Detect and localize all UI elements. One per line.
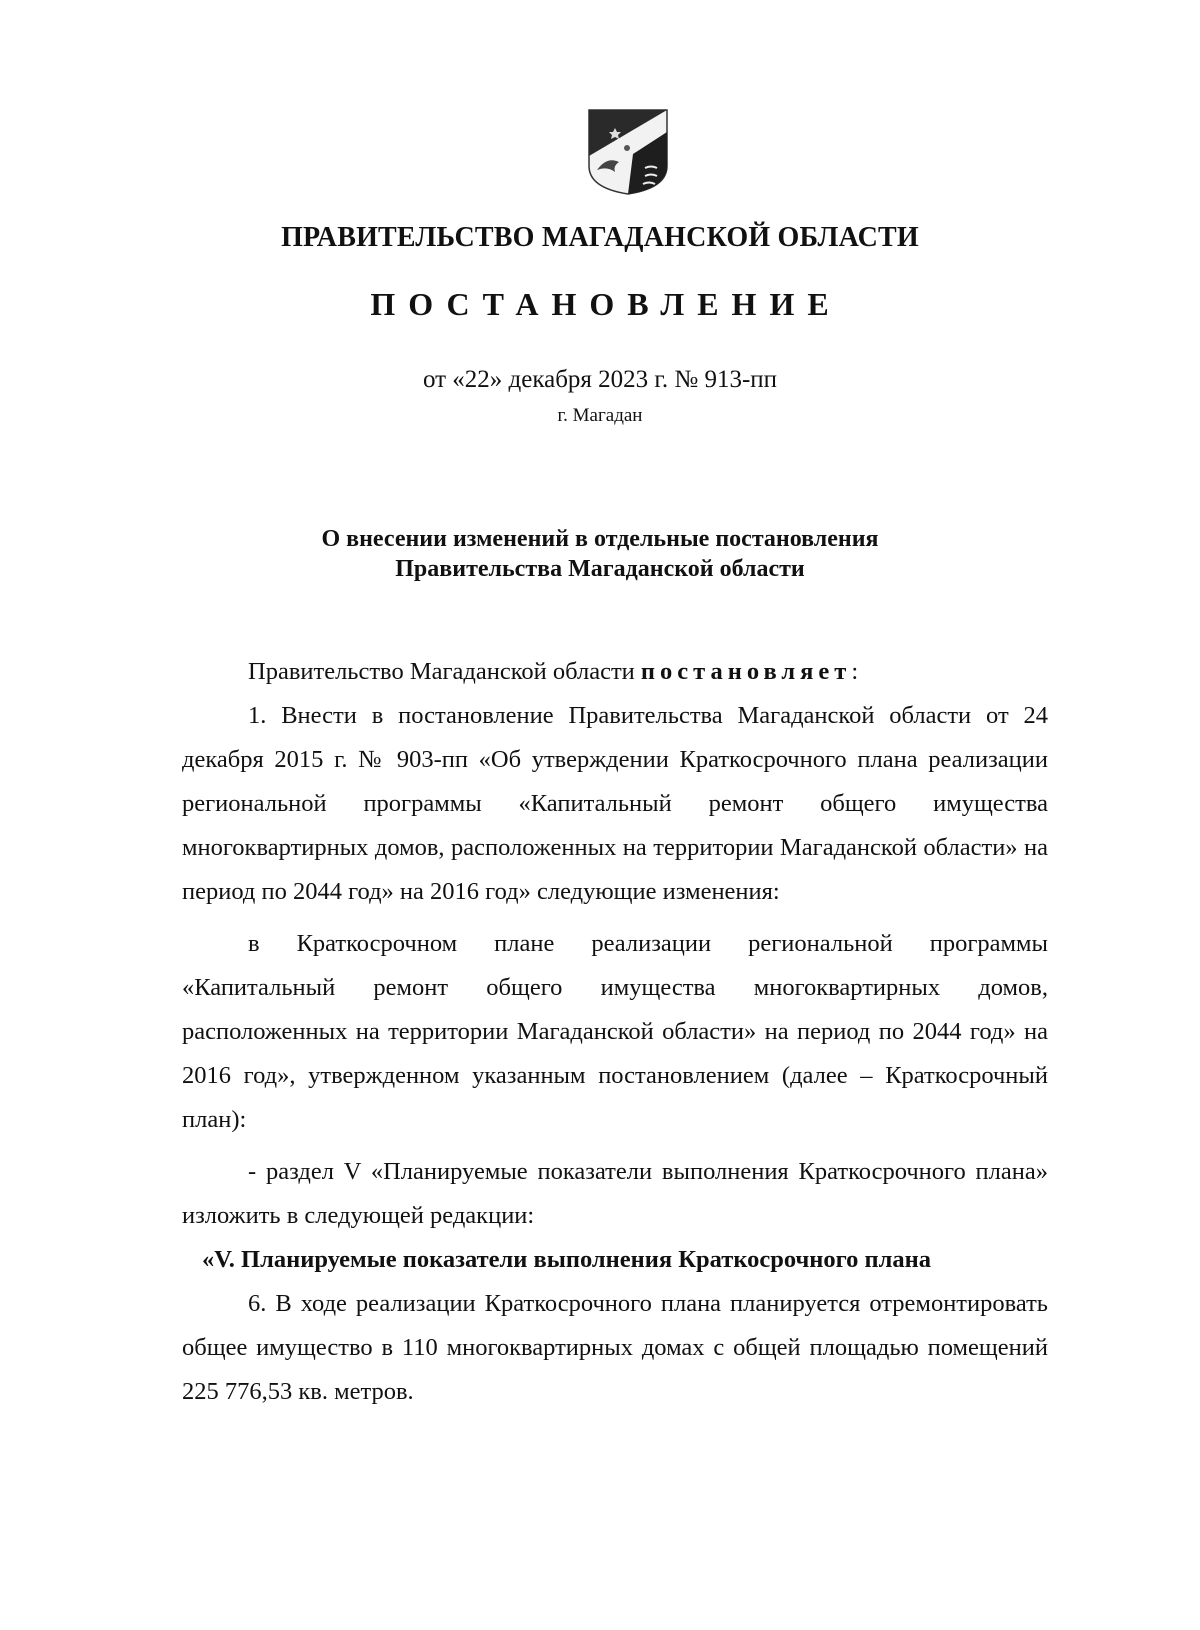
paragraph-1: 1. Внести в постановление Правительства Магаданской области от 24 декабря 2015 г. № 903-пп «Об утверждении Краткосрочного плана реализации региональной программы «Капитальный ремонт общего имущества многоквартирных домов, расположенных на территории Магаданской области» на период по 2044 год» на 2016 год» следующие изменения: [182, 702, 1048, 905]
date-number-line: от «22» декабря 2023 г. № 913-пп [422, 366, 778, 393]
coat-of-arms-icon [587, 108, 669, 196]
paragraph-4: 6. В ходе реализации Краткосрочного плана планируется отремонтировать общее имущество в 110 многоквартирных домах с общей площадью помещений 225 776,53 кв. метров. [182, 1290, 1048, 1405]
city-line: г. Магадан [557, 405, 643, 426]
document-body [182, 650, 1048, 1414]
title-line-1: О внесении изменений в отдельные постановления [321, 526, 879, 552]
preamble-paragraph [182, 650, 1048, 694]
document-type: ПОСТАНОВЛЕНИЕ [370, 286, 842, 322]
preamble-keyword: постановляет [640, 658, 852, 685]
government-name: ПРАВИТЕЛЬСТВО МАГАДАНСКОЙ ОБЛАСТИ [281, 222, 919, 253]
title-line-2: Правительства Магаданской области [395, 556, 805, 582]
document-title [0, 524, 1200, 584]
preamble-lead: Правительство Магаданской области [248, 658, 641, 685]
paragraph-2: в Краткосрочном плане реализации региональной программы «Капитальный ремонт общего имущества многоквартирных домов, расположенных на территории Магаданской области» на период по 2044 год» на 2016 год», утвержденном указанным постановлением (далее – Краткосрочный план): [182, 930, 1048, 1133]
paragraph-3: - раздел V «Планируемые показатели выполнения Краткосрочного плана» изложить в следующей редакции: [182, 1158, 1048, 1229]
section-title: «V. Планируемые показатели выполнения Краткосрочного плана [202, 1246, 932, 1273]
preamble-colon: : [851, 658, 859, 685]
